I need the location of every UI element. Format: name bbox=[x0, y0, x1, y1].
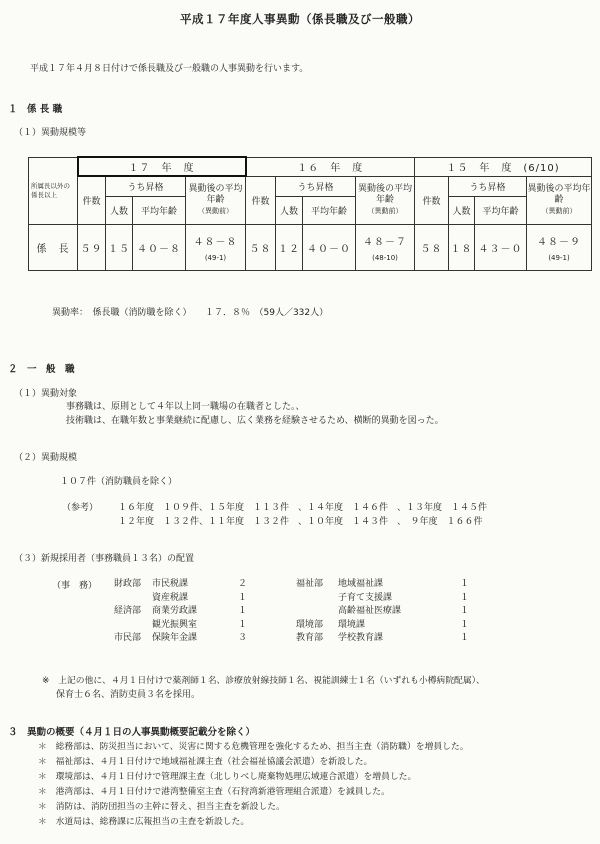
overview-list bbox=[38, 740, 469, 830]
col-promo-15: うち昇格 bbox=[449, 176, 527, 196]
after-16: ４８－７ (48-10) bbox=[356, 224, 415, 270]
reference-line-2: １２年度 １３２件、１１年度 １３２件 、１０年度 １４３件 、 ９年度 １６６件 bbox=[118, 517, 483, 527]
page-title: 平成１７年度人事異動（係長職及び一般職） bbox=[180, 12, 420, 26]
left-division-column: 市民税課 資産税課 商業労政課 観光振興室 保険年金課 bbox=[152, 579, 198, 643]
right-count-column: １ １ １ １ １ bbox=[460, 579, 470, 643]
people-15: １８ bbox=[449, 224, 475, 270]
section-1-heading: １ 係 長 職 bbox=[8, 104, 63, 115]
list-item: ＊ 総務部は、防災担当において、災害に関する危機管理を強化するため、担当主査（消防職）を増員した。 bbox=[38, 742, 469, 752]
col-avg-17: 平均年齢 bbox=[133, 196, 186, 224]
office-label: （事 務） bbox=[52, 581, 98, 591]
section-3-heading: ３ 異動の概要（４月１日の人事異動概要記載分を除く） bbox=[8, 727, 256, 738]
transfer-total: １０７件（消防職員を除く） bbox=[60, 477, 178, 487]
count-16: ５８ bbox=[246, 224, 276, 270]
target-line-1: 事務職は、原則として４年以上同一職場の在職者とした。、 bbox=[66, 402, 305, 412]
list-item: ＊ 消防は、消防団担当の主幹に替え、担当主査を新設した。 bbox=[38, 802, 285, 812]
right-division-column: 地域福祉課 子育て支援課 高齢福祉医療課 環境課 学校教育課 bbox=[338, 579, 402, 643]
col-count-16: 件数 bbox=[246, 176, 276, 224]
list-item: ＊ 福祉部は、４月１日付けで地域福祉課主査（社会福祉協議会派遣）を新設した。 bbox=[38, 757, 373, 767]
col-after-15: 異動後の平均年齢 （異動前） bbox=[527, 176, 592, 224]
col-promo-16: うち昇格 bbox=[276, 176, 356, 196]
people-16: １２ bbox=[276, 224, 303, 270]
transfer-rate: 異動率： 係長職（消防職を除く） １７．８％ （59人／332人） bbox=[52, 308, 329, 318]
col-promo-17: うち昇格 bbox=[106, 176, 186, 196]
transfer-scale-table bbox=[28, 156, 592, 271]
year-header-15: １５ 年 度 (6/10) bbox=[415, 157, 592, 176]
year-header-16: １６ 年 度 bbox=[246, 157, 415, 176]
row-name: 係 長 bbox=[29, 224, 78, 270]
col-after-17: 異動後の平均年齢 （異動前） bbox=[186, 176, 246, 224]
col-avg-16: 平均年齢 bbox=[303, 196, 356, 224]
year-header-17: １７ 年 度 bbox=[78, 157, 246, 176]
section-2-sub2-heading: （２）異動規模 bbox=[14, 453, 78, 463]
col-people-16: 人数 bbox=[276, 196, 303, 224]
target-line-2: 技術職は、在職年数と事業継続に配慮し、広く業務を経験させるため、横断的異動を図った。 bbox=[66, 416, 444, 426]
col-count-15: 件数 bbox=[415, 176, 449, 224]
after-17: ４８－８ (49-1) bbox=[186, 224, 246, 270]
list-item: ＊ 港湾部は、４月１日付けで港湾整備室主査（石狩湾新港管理組合派遣）を減員した。 bbox=[38, 787, 390, 797]
section-1-sub1-heading: （１）異動規模等 bbox=[14, 128, 87, 138]
col-count-17: 件数 bbox=[78, 176, 106, 224]
avg-16: ４０－０ bbox=[303, 224, 356, 270]
avg-15: ４３－０ bbox=[475, 224, 527, 270]
col-avg-15: 平均年齢 bbox=[475, 196, 527, 224]
left-dept-column: 財政部 経済部 市民部 bbox=[114, 579, 142, 643]
hiring-note-2: 保育士６名、消防吏員３名を採用。 bbox=[56, 690, 201, 700]
list-item: ＊ 環境部は、４月１日付けで管理課主査（北しりべし廃棄物処理広域連合派遣）を増員した。 bbox=[38, 772, 417, 782]
people-17: １５ bbox=[106, 224, 133, 270]
col-after-16: 異動後の平均年齢 （異動前） bbox=[356, 176, 415, 224]
list-item: ＊ 水道局は、総務課に広報担当の主査を新設した。 bbox=[38, 817, 250, 827]
right-dept-column: 福祉部 環境部 教育部 bbox=[296, 579, 324, 643]
avg-17: ４０－８ bbox=[133, 224, 186, 270]
count-17: ５９ bbox=[78, 224, 106, 270]
col-people-15: 人数 bbox=[449, 196, 475, 224]
intro-text: 平成１７年４月８日付けで係長職及び一般職の人事異動を行います。 bbox=[30, 64, 309, 74]
section-2-sub1-heading: （１）異動対象 bbox=[14, 389, 78, 399]
reference-label: （参考） bbox=[62, 503, 99, 513]
section-2-sub3-heading: （３）新規採用者（事務職員１３名）の配置 bbox=[14, 554, 195, 564]
count-15: ５８ bbox=[415, 224, 449, 270]
after-15: ４８－９ (49-1) bbox=[527, 224, 592, 270]
reference-line-1: １６年度 １０９件、１５年度 １１３件 、１４年度 １４６件 、１３年度 １４５件 bbox=[118, 503, 488, 513]
col-people-17: 人数 bbox=[106, 196, 133, 224]
hiring-note-1: ※ 上記の他に、４月１日付けで薬剤師１名、診療放射線技師１名、視能訓練士１名（いずれも小樽病院配属）、 bbox=[42, 676, 485, 686]
table-row-label: 所属長以外の係長以上 bbox=[29, 157, 78, 224]
section-2-heading: ２ 一 般 職 bbox=[8, 364, 75, 375]
left-count-column: ２ １ １ １ ３ bbox=[238, 579, 248, 643]
